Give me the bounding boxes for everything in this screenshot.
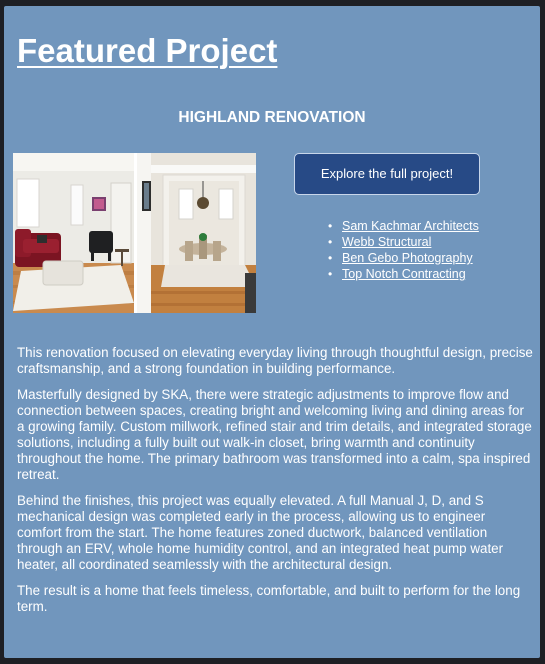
project-description [17,345,533,625]
credit-link-photography[interactable]: Ben Gebo Photography [342,251,473,265]
bullet-icon: • [328,267,333,281]
description-paragraph-design: Masterfully designed by SKA, there were strategic adjustments to improve flow and connection between spaces, creating bright and welcoming living and dining areas for a growing family. Custom millwork, refined stair and trim details, and integrated storage solutions, including a fully built out walk-in closet, bring warmth and continuity throughout the home. The primary bathroom was transformed into a calm, spa inspired retreat. [17,387,532,482]
bullet-icon: • [328,235,333,249]
credit-link-structural[interactable]: Webb Structural [342,235,432,249]
description-paragraph-intro: This renovation focused on elevating everyday living through thoughtful design, precise craftsmanship, and a strong foundation in building performance. [17,345,533,376]
description-paragraph-mechanical: Behind the finishes, this project was equally elevated. A full Manual J, D, and S mechanical design was completed early in the process, allowing us to engineer comfort from the start. The home features zoned ductwork, balanced ventilation through an ERV, whole home humidity control, and an integrated heat pump water heater, all coordinated seamlessly with the architectural design. [17,493,504,572]
featured-project-card [4,6,540,658]
list-item [325,250,479,266]
credit-link-architect[interactable]: Sam Kachmar Architects [342,219,479,233]
list-item [325,218,479,234]
project-name: HIGHLAND RENOVATION [178,109,366,126]
bullet-icon: • [328,251,333,265]
page-title: Featured Project [17,32,278,69]
explore-project-button[interactable]: Explore the full project! [294,153,480,195]
bullet-icon: • [328,219,333,233]
list-item [325,266,479,282]
project-credits-list [325,218,479,282]
list-item [325,234,479,250]
project-photo[interactable] [13,153,256,313]
description-paragraph-result: The result is a home that feels timeless, comfortable, and built to perform for the long term. [17,583,521,614]
credit-link-contractor[interactable]: Top Notch Contracting [342,267,466,281]
